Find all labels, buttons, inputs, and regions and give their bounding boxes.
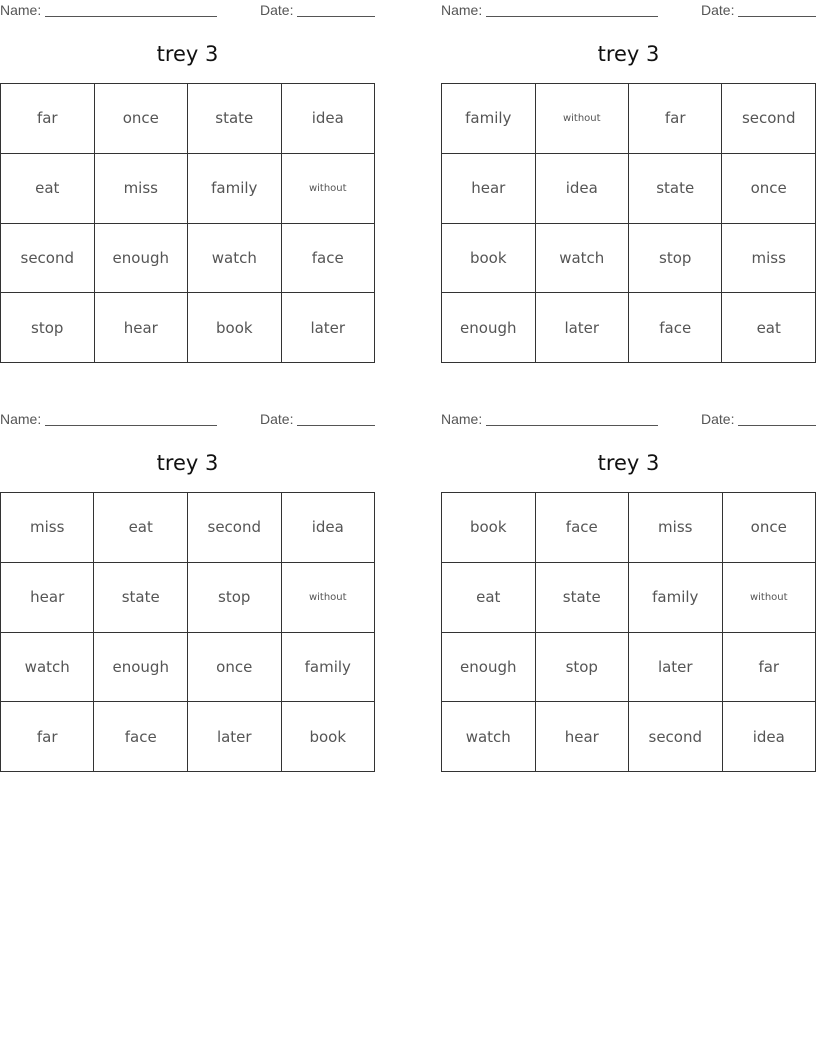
date-label: Date:: [260, 2, 294, 18]
bingo-card: [0, 0, 375, 337]
grid-cell: second: [1, 223, 95, 293]
grid-row: [442, 632, 816, 702]
grid-cell: state: [535, 562, 628, 632]
grid-cell: second: [629, 702, 723, 772]
grid-cell: book: [442, 223, 536, 293]
grid-cell: stop: [629, 223, 722, 293]
card-title: trey 3: [597, 42, 660, 66]
bingo-card: [0, 409, 375, 746]
grid-cell: face: [629, 293, 722, 363]
grid-cell: book: [281, 702, 374, 772]
grid-cell: hear: [442, 153, 536, 223]
grid-cell: later: [535, 293, 628, 363]
grid-cell: family: [188, 153, 281, 223]
grid-cell: idea: [281, 493, 374, 563]
grid-cell: later: [281, 293, 374, 363]
grid-cell: once: [722, 493, 815, 563]
grid-cell: second: [722, 84, 816, 154]
date-blank: [297, 16, 375, 17]
grid-cell: face: [281, 223, 374, 293]
grid-cell: enough: [442, 293, 536, 363]
grid-cell: watch: [442, 702, 536, 772]
name-label: Name:: [441, 2, 483, 18]
grid-cell: face: [94, 702, 188, 772]
grid-cell: watch: [1, 632, 94, 702]
grid-cell: state: [94, 562, 188, 632]
grid-row: [442, 293, 816, 363]
bingo-card: [441, 0, 816, 337]
grid-cell: book: [442, 493, 536, 563]
grid-cell: far: [1, 84, 95, 154]
grid-cell: miss: [1, 493, 94, 563]
grid-row: [442, 223, 816, 293]
grid-cell: stop: [1, 293, 95, 363]
grid-row: [1, 493, 375, 563]
grid-row: [1, 702, 375, 772]
grid-cell: book: [188, 293, 281, 363]
grid-row: [1, 223, 375, 293]
grid-cell: far: [629, 84, 722, 154]
grid-cell: miss: [629, 493, 723, 563]
bingo-card: [441, 409, 816, 746]
grid-cell: miss: [722, 223, 816, 293]
grid-cell: stop: [188, 562, 282, 632]
bingo-grid: [441, 492, 816, 772]
grid-cell: once: [722, 153, 816, 223]
grid-row: [1, 293, 375, 363]
grid-cell: without: [535, 84, 628, 154]
card-title: trey 3: [156, 451, 219, 475]
card-title: trey 3: [597, 451, 660, 475]
grid-cell: hear: [535, 702, 628, 772]
grid-cell: eat: [94, 493, 188, 563]
bingo-grid: [0, 83, 375, 363]
name-date-header: [0, 409, 375, 431]
grid-cell: once: [188, 632, 282, 702]
grid-cell: once: [94, 84, 188, 154]
grid-cell: eat: [1, 153, 95, 223]
bingo-grid: [441, 83, 816, 363]
grid-cell: idea: [535, 153, 628, 223]
grid-cell: state: [188, 84, 281, 154]
name-label: Name:: [441, 411, 483, 427]
grid-row: [1, 632, 375, 702]
name-label: Name:: [0, 2, 42, 18]
grid-cell: enough: [94, 632, 188, 702]
date-label: Date:: [701, 2, 735, 18]
grid-cell: enough: [94, 223, 188, 293]
date-blank: [738, 16, 816, 17]
grid-cell: later: [188, 702, 282, 772]
grid-cell: watch: [188, 223, 281, 293]
grid-cell: family: [281, 632, 374, 702]
grid-cell: later: [629, 632, 723, 702]
grid-cell: without: [281, 562, 374, 632]
grid-cell: state: [629, 153, 722, 223]
grid-row: [442, 562, 816, 632]
name-date-header: [441, 409, 816, 431]
grid-row: [442, 702, 816, 772]
grid-cell: idea: [281, 84, 374, 154]
name-label: Name:: [0, 411, 42, 427]
grid-cell: family: [629, 562, 723, 632]
grid-cell: hear: [1, 562, 94, 632]
date-label: Date:: [701, 411, 735, 427]
grid-cell: far: [722, 632, 815, 702]
name-blank: [45, 16, 217, 17]
name-blank: [486, 425, 658, 426]
card-title: trey 3: [156, 42, 219, 66]
date-blank: [738, 425, 816, 426]
grid-cell: family: [442, 84, 536, 154]
grid-cell: idea: [722, 702, 815, 772]
grid-cell: eat: [442, 562, 536, 632]
grid-row: [1, 562, 375, 632]
grid-cell: without: [281, 153, 374, 223]
date-blank: [297, 425, 375, 426]
grid-cell: second: [188, 493, 282, 563]
grid-row: [1, 84, 375, 154]
grid-cell: hear: [94, 293, 188, 363]
grid-row: [442, 493, 816, 563]
grid-row: [442, 153, 816, 223]
grid-cell: face: [535, 493, 628, 563]
grid-row: [442, 84, 816, 154]
grid-cell: watch: [535, 223, 628, 293]
name-blank: [486, 16, 658, 17]
grid-cell: enough: [442, 632, 536, 702]
grid-row: [1, 153, 375, 223]
name-date-header: [0, 0, 375, 22]
grid-cell: miss: [94, 153, 188, 223]
grid-cell: without: [722, 562, 815, 632]
grid-cell: far: [1, 702, 94, 772]
bingo-grid: [0, 492, 375, 772]
name-blank: [45, 425, 217, 426]
date-label: Date:: [260, 411, 294, 427]
grid-cell: stop: [535, 632, 628, 702]
grid-cell: eat: [722, 293, 816, 363]
name-date-header: [441, 0, 816, 22]
